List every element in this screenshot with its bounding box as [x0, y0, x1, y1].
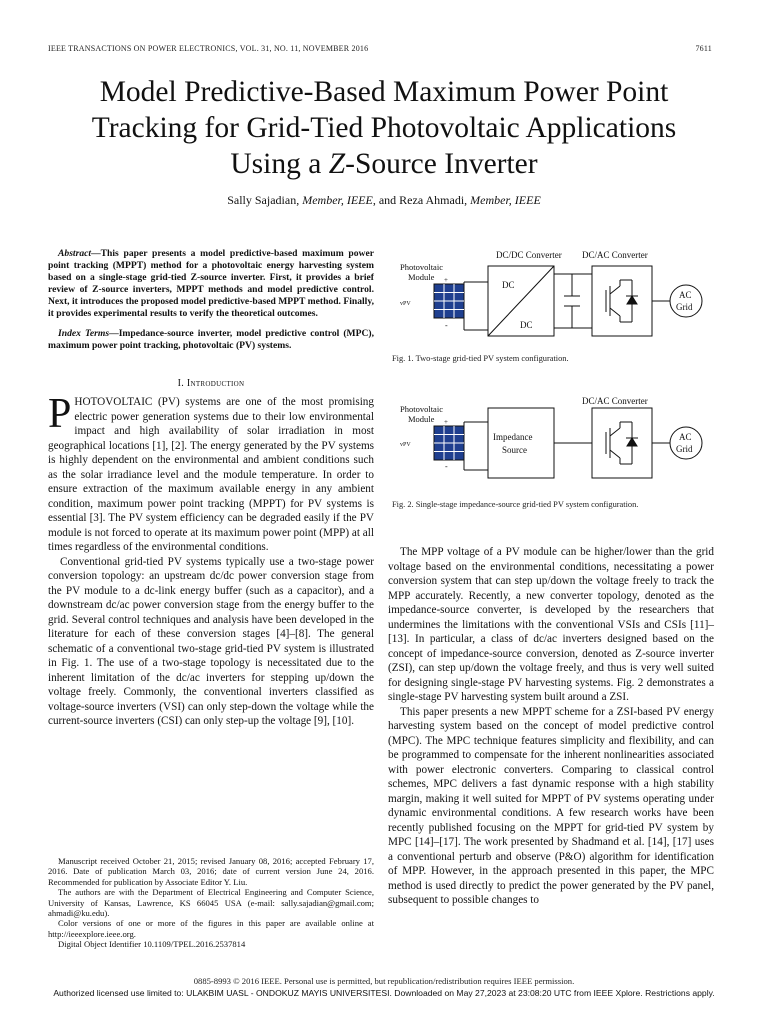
fig1-caption: Fig. 1. Two-stage grid-tied PV system configuration.: [392, 354, 569, 363]
intro-paragraph-2: Conventional grid-tied PV systems typically use a two-stage power conversion topology: an upstream dc/dc power conversion stage from the PV module to a dc-link energy buffer (such as a capacitor), and a downstream dc/ac power conversion stage from the energy buffer to the grid. Several control techniques and analysis have been developed in the literature for each of these conversion stages [4]–[8]. The general schematic of a conventional two-stage grid-tied PV system is illustrated in Fig. 1. The use of a two-stage topology is necessitated due to the inherent limitation of the dc/ac inverters for stepping up/down the voltage freely. Commonly, the conventional inverters classified as voltage-source inverters (VSI) can only step-down the voltage while the current-source inverters (CSI) can only step-up the voltage [9], [10].: [48, 555, 374, 727]
abstract: Abstract—This paper presents a model predictive-based maximum power point tracking (MPPT) method for a photovoltaic energy harvesting system based on a single-stage grid-tied Z-source inverter. First, it provides a brief review of Z-source inverters, MPPT methods and model predictive control. Next, it introduces the proposed model predictive-based MPPT method. Finally, it provides experimental results to verify the theoretical outcomes.: [48, 248, 375, 319]
svg-text:-: -: [445, 462, 448, 471]
svg-text:AC: AC: [679, 290, 692, 300]
figure-1: [392, 248, 722, 363]
fig2-caption: Fig. 2. Single-stage impedance-source grid-tied PV system configuration.: [392, 500, 639, 509]
svg-text:+: +: [444, 418, 448, 426]
svg-text:Grid: Grid: [676, 444, 693, 454]
fig2-diagram: [392, 394, 722, 494]
svg-text:AC: AC: [679, 432, 692, 442]
svg-text:Grid: Grid: [676, 302, 693, 312]
body-paragraph-3: The MPP voltage of a PV module can be higher/lower than the grid voltage based on the environmental conditions, necessitating a power conversion system that can step up/down the voltage freely to track the MPP accurately. Recently, a new converter topology, denoted as the impedance-source converter, is developed by the researchers that undermines the limitations with the conventional VSIs and CSIs [11]–[13]. In particular, a class of dc/ac inverters designed based on the concept of impedance-source conversion, denoted as Z-source inverter (ZSI), can step up/down the voltage freely, and thus is very well suited for designing single-stage PV harvesting systems. Fig. 2 demonstrates a single-stage PV harvesting system built around a ZSI.: [388, 546, 714, 703]
fig1-dcac-label: DC/AC Converter: [582, 250, 648, 260]
fig1-dcdc-label: DC/DC Converter: [496, 250, 562, 260]
copyright-notice: 0885-8993 © 2016 IEEE. Personal use is permitted, but republication/redistribution requires IEEE permission.: [193, 976, 575, 986]
running-header: IEEE TRANSACTIONS ON POWER ELECTRONICS, VOL. 31, NO. 11, NOVEMBER 2016: [48, 44, 369, 53]
footnotes: Manuscript received October 21, 2015; revised January 08, 2016; accepted February 17, 2016. Date of publication March 03, 2016; date of current version June 24, 2016. Recommended for publication by Associate Editor Y. Liu. The authors are with the Department of Electrical Engineering and Computer Science, University of Kansas, Lawrence, KS 66045 USA (e-mail: sally.sajadian@gmail.com; ahmadi@ku.edu). Color versions of one or more of the figures in this paper are available online at http://ieeexplore.ieee.org. Digital Object Identifier 10.1109/TPEL.2016.2537814: [48, 856, 374, 950]
igbt-icon: [606, 422, 638, 464]
dcac-converter-box: [592, 266, 652, 336]
section-heading: I. Introduction: [177, 378, 245, 389]
svg-text:vPV: vPV: [400, 442, 411, 448]
svg-text:Module: Module: [408, 272, 435, 282]
left-column: [48, 248, 374, 729]
fig2-dcac-label: DC/AC Converter: [582, 396, 648, 406]
paper-title: Model Predictive-Based Maximum Power Point Tracking for Grid-Tied Photovoltaic Applications Using a Z-Source Inverter: [91, 76, 677, 180]
svg-text:DC: DC: [520, 320, 533, 330]
index-terms: Index Terms—Impedance-source inverter, model predictive control (MPC), maximum power point tracking, photovoltaic (PV) systems.: [48, 328, 374, 351]
pv-panel-icon: [434, 426, 464, 460]
impedance-source-box: [488, 408, 554, 478]
body-paragraph-4: This paper presents a new MPPT scheme for a ZSI-based PV energy harvesting system based on the concept of model predictive control (MPC). The MPC technique features simplicity and flexibility, and can be programmed to compensate for the inherent nonlinearities associated with power electronic converters. Comparing to classical control schemes, MPC delivers a fast dynamic response with a high stability margin, making it well suited for MPPT of PV systems operating under dynamic environmental conditions. A few research works have been recently published focusing on the MPPT for grid-tied PV system by MPC [14]–[17]. The work presented by Shadmand et al. [14], [17] uses a conventional perturb and observe (P&O) algorithm for identification of MPP. However, in the approach presented in this paper, the MPC method is used directly to predict the power generated by the PV panel, subsequent to possible changes to: [388, 705, 714, 906]
figure-2: [392, 394, 722, 509]
dropcap: P: [48, 391, 72, 437]
right-column: [388, 545, 714, 908]
dcac-converter-box: [592, 408, 652, 478]
svg-text:Source: Source: [502, 445, 527, 455]
intro-paragraph-1: PHOTOVOLTAIC (PV) systems are one of the most promising electric power generation systems due to their low environmental impact and high availability of solar irradiation in most geographical locations [1], [2]. The energy generated by the PV systems is highly dependent on the environmental and ambient conditions such as the solar irradiance level and the module temperature. In order to ensure extraction of the maximum available energy in any ambient condition, maximum power point tracking (MPPT) for PV systems is essential [3]. The PV system efficiency can be degraded easily if the PV module is not forced to operate at its maximum power point (MPP) at all times regardless of the environmental conditions.: [48, 391, 374, 553]
svg-text:+: +: [444, 276, 448, 284]
page-number: 7611: [695, 44, 712, 53]
svg-text:Impedance: Impedance: [493, 432, 533, 442]
svg-text:Module: Module: [408, 414, 435, 424]
pv-panel-icon: [434, 284, 464, 318]
license-notice: Authorized licensed use limited to: ULAKBIM UASL - ONDOKUZ MAYIS UNIVERSITESI. Downloaded on May 27,2023 at 23:08:20 UTC from IEEE Xplore. Restrictions apply.: [53, 988, 715, 998]
svg-text:Photovoltaic: Photovoltaic: [400, 404, 443, 414]
author-line: Sally Sajadian, Member, IEEE, and Reza Ahmadi, Member, IEEE: [227, 193, 541, 207]
igbt-icon: [606, 280, 638, 322]
svg-text:-: -: [445, 321, 448, 330]
svg-text:vPV: vPV: [400, 301, 411, 307]
svg-text:Photovoltaic: Photovoltaic: [400, 262, 443, 272]
svg-text:DC: DC: [502, 280, 515, 290]
fig1-diagram: [392, 248, 722, 348]
